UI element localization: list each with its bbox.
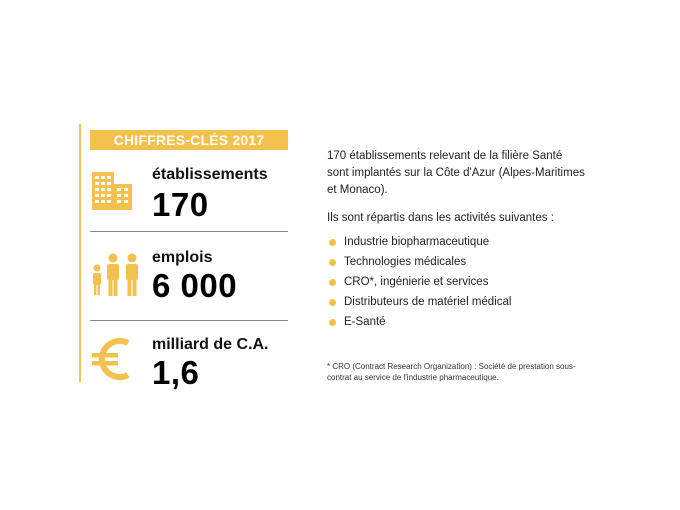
bullet-dot-icon — [329, 259, 336, 266]
intro-paragraph: 170 établissements relevant de la filière Santé sont implantés sur la Côte d'Azur (Alpes-Maritimes et Monaco). — [327, 150, 585, 196]
list-item — [327, 272, 587, 292]
divider — [90, 320, 288, 321]
stat-label: établissements — [152, 166, 268, 183]
bullet-dot-icon — [329, 279, 336, 286]
bullet-dot-icon — [329, 299, 336, 306]
activity-list — [327, 232, 587, 332]
list-item — [327, 232, 587, 252]
stat-label: milliard de C.A. — [152, 336, 269, 353]
list-item — [327, 292, 587, 312]
list-item-label: Industrie biopharmaceutique — [344, 236, 490, 248]
bullet-dot-icon — [329, 319, 336, 326]
list-item — [327, 312, 587, 332]
list-item-label: CRO*, ingénierie et services — [344, 276, 489, 288]
stat-label: emplois — [152, 249, 213, 266]
stat-revenue — [90, 328, 288, 390]
key-figures-header: CHIFFRES-CLÉS 2017 — [90, 130, 288, 150]
list-item-label: Technologies médicales — [344, 256, 467, 268]
list-intro: Ils sont répartis dans les activités suivantes : — [327, 212, 554, 224]
list-item-label: Distributeurs de matériel médical — [344, 296, 512, 308]
accent-vertical-line — [79, 124, 81, 382]
euro-icon — [90, 334, 138, 384]
stat-value: 170 — [152, 186, 209, 223]
description-block — [327, 148, 587, 332]
list-item — [327, 252, 587, 272]
footnote: * CRO (Contract Research Organization) : Société de prestation sous-contrat au service de l'industrie pharmaceutique. — [327, 362, 576, 382]
divider — [90, 231, 288, 232]
bullet-dot-icon — [329, 239, 336, 246]
stat-establishments — [90, 158, 288, 228]
people-icon — [90, 250, 146, 298]
stat-value: 1,6 — [152, 354, 200, 391]
stat-jobs — [90, 240, 288, 310]
stat-value: 6 000 — [152, 267, 238, 304]
list-item-label: E-Santé — [344, 316, 386, 328]
buildings-icon — [90, 166, 136, 212]
